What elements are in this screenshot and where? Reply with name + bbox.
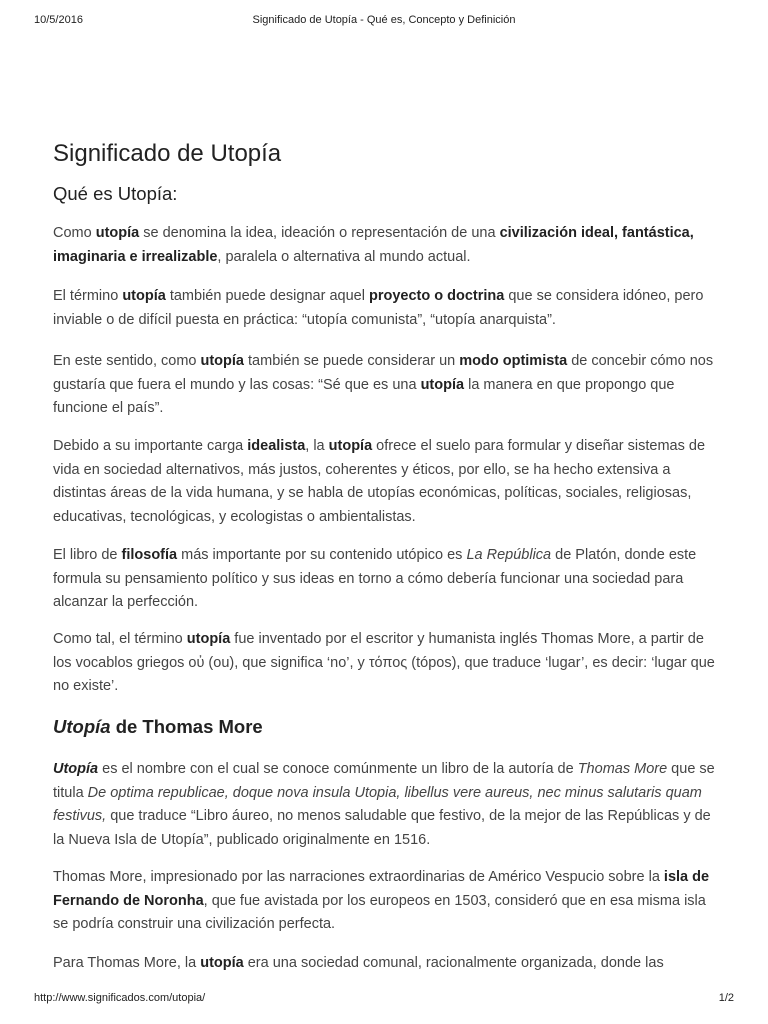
paragraph-7: Utopía es el nombre con el cual se conoce comúnmente un libro de la autoría de Thomas More que se titula De optima republicae, doque nova insula Utopia, libellus vere aureus, nec minus salutaris quam festivus, que traduce “Libro áureo, no menos saludable que festivo, de la mejor de las Repúblicas y de la Nueva Isla de Utopía”, publicado originalmente en 1516.: [53, 761, 715, 848]
article-title: Significado de Utopía: [53, 140, 282, 167]
print-page-number: 1/2: [718, 992, 734, 1004]
paragraph-1: Como utopía se denomina la idea, ideación o representación de una civilización ideal, fantástica, imaginaria e irrealizable, paralela o alternativa al mundo actual.: [53, 225, 694, 265]
print-url: http://www.significados.com/utopia/: [34, 992, 206, 1004]
paragraph-9: Para Thomas More, la utopía era una sociedad comunal, racionalmente organizada, donde las: [53, 955, 664, 971]
paragraph-5: El libro de filosofía más importante por su contenido utópico es La República de Platón, donde este formula su pensamiento político y sus ideas en torno a cómo debería funcionar una sociedad para alcanzar la perfección.: [53, 547, 697, 610]
print-page-title: Significado de Utopía - Qué es, Concepto y Definición: [252, 14, 516, 26]
print-date: 10/5/2016: [34, 14, 83, 26]
paragraph-2: El término utopía también puede designar aquel proyecto o doctrina que se considera idóneo, pero inviable o de difícil puesta en práctica: “utopía comunista”, “utopía anarquista”.: [53, 288, 704, 328]
paragraph-3: En este sentido, como utopía también se puede considerar un modo optimista de concebir cómo nos gustaría que fuera el mundo y las cosas: “Sé que es una utopía la manera en que propongo que funcione el país”.: [53, 353, 714, 416]
section-heading-thomas-more: Utopía de Thomas More: [53, 716, 263, 737]
paragraph-6: Como tal, el término utopía fue inventado por el escritor y humanista inglés Thomas More, a partir de los vocablos griegos οὐ (ou), que significa ‘no’, y τόπος (tópos), que traduce ‘lugar’, es decir: ‘lugar que no existe’.: [53, 631, 715, 694]
section-heading-que-es: Qué es Utopía:: [53, 183, 178, 204]
paragraph-8: Thomas More, impresionado por las narraciones extraordinarias de Américo Vespucio sobre la isla de Fernando de Noronha, que fue avistada por los europeos en 1503, consideró que en esa misma isla se podría construir una civilización perfecta.: [53, 869, 710, 932]
paragraph-4: Debido a su importante carga idealista, la utopía ofrece el suelo para formular y diseñar sistemas de vida en sociedad alternativos, más justos, coherentes y éticos, por ello, se ha hecho extensiva a distintas áreas de la vida humana, y se habla de utopías económicas, políticas, sociales, religiosas, educativas, tecnológicas, y ecologistas o ambientalistas.: [53, 438, 706, 525]
